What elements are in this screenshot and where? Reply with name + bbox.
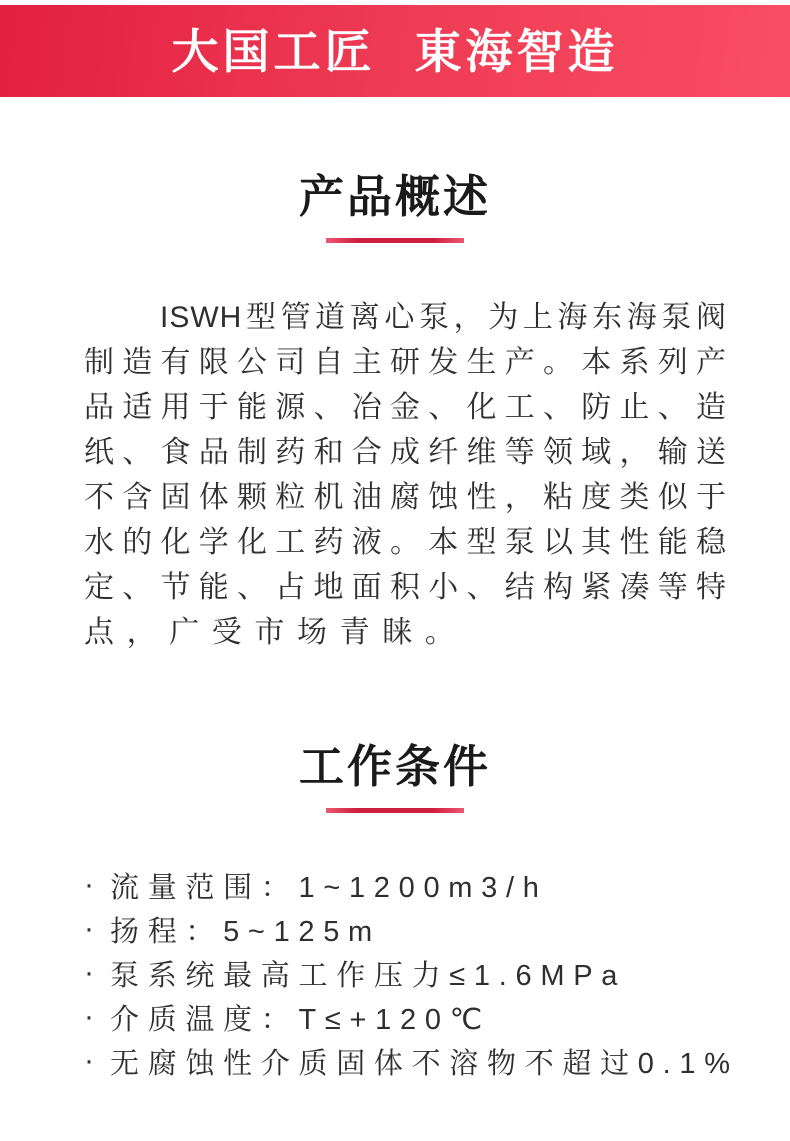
paragraph-line: 水的化学化工药液。本型泵以其性能稳 xyxy=(84,526,727,559)
conditions-section xyxy=(0,739,790,1083)
paragraph-line: 制造有限公司自主研发生产。本系列产 xyxy=(84,346,727,379)
condition-text: 扬程：5~125m xyxy=(110,915,381,948)
bullet-dot-icon: · xyxy=(84,956,94,989)
section-title-conditions: 工作条件 xyxy=(298,741,491,792)
conditions-list xyxy=(84,863,790,1083)
condition-item xyxy=(84,1039,790,1083)
condition-text: 泵系统最高工作压力≤1.6MPa xyxy=(110,959,627,992)
paragraph-line: ISWH型管道离心泵，为上海东海泵阀 xyxy=(160,301,727,334)
condition-text: 介质温度：T≤+120℃ xyxy=(110,1003,491,1036)
condition-item xyxy=(84,863,790,907)
condition-item xyxy=(84,951,790,995)
title-underline xyxy=(326,808,464,813)
bullet-dot-icon: · xyxy=(84,868,94,901)
section-title-overview: 产品概述 xyxy=(298,171,491,222)
paragraph-line: 点，广受市场青睐。 xyxy=(84,616,468,649)
banner-title: 大国工匠 東海智造 xyxy=(171,24,619,78)
condition-item xyxy=(84,907,790,951)
condition-text: 流量范围：1~1200m3/h xyxy=(110,871,548,904)
paragraph-line: 不含固体颗粒机油腐蚀性，粘度类似于 xyxy=(84,481,727,514)
header-banner xyxy=(0,5,790,97)
paragraph-line: 品适用于能源、冶金、化工、防止、造 xyxy=(84,391,727,424)
bullet-dot-icon: · xyxy=(84,912,94,945)
title-underline xyxy=(326,238,464,243)
product-overview-paragraph xyxy=(84,295,727,655)
bullet-dot-icon: · xyxy=(84,1000,94,1033)
condition-item xyxy=(84,995,790,1039)
paragraph-line: 纸、食品制药和合成纤维等领域，输送 xyxy=(84,436,727,469)
bullet-dot-icon: · xyxy=(84,1044,94,1077)
paragraph-line: 定、节能、占地面积小、结构紧凑等特 xyxy=(84,571,727,604)
condition-text: 无腐蚀性介质固体不溶物不超过0.1% xyxy=(110,1047,739,1080)
overview-section xyxy=(0,169,790,655)
